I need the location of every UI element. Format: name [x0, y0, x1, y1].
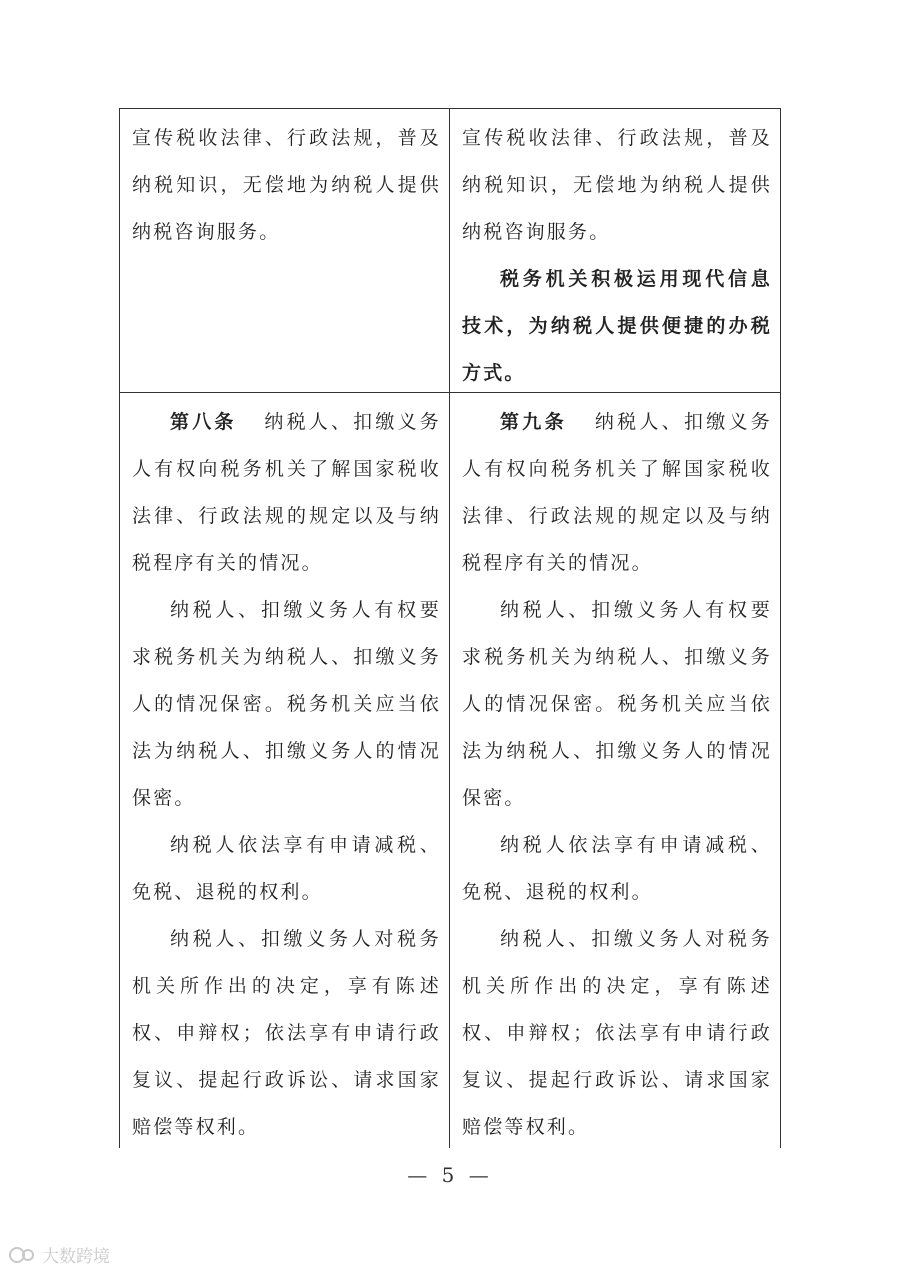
article-number: 第八条 [170, 411, 237, 433]
watermark-logo-icon [8, 1245, 38, 1265]
paragraph: 纳税人、扣缴义务人有权要求税务机关为纳税人、扣缴义务人的情况保密。税务机关应当依法为纳税人、扣缴义务人的情况保密。 [132, 599, 441, 809]
article-text: 纳税人、扣缴义务人有权向税务机关了解国家税收法律、行政法规的规定以及与纳税程序有关的情况。 [462, 411, 773, 574]
new-text-cell [450, 393, 780, 1148]
paragraph: 宣传税收法律、行政法规，普及纳税知识，无偿地为纳税人提供纳税咨询服务。 [462, 127, 772, 243]
paragraph: 纳税人依法享有申请减税、免税、退税的权利。 [462, 834, 772, 903]
watermark [8, 1242, 110, 1267]
article-text: 纳税人、扣缴义务人有权向税务机关了解国家税收法律、行政法规的规定以及与纳税程序有关的情况。 [132, 411, 441, 574]
article-number: 第九条 [500, 411, 567, 433]
new-text-cell [450, 109, 780, 392]
old-text-cell [120, 393, 450, 1148]
article-paragraph [132, 399, 441, 587]
paragraph: 纳税人、扣缴义务人对税务机关所作出的决定，享有陈述权、申辩权；依法享有申请行政复议、提起行政诉讼、请求国家赔偿等权利。 [462, 928, 772, 1138]
paragraph: 纳税人依法享有申请减税、免税、退税的权利。 [132, 834, 441, 903]
watermark-text: 大数跨境 [42, 1247, 110, 1267]
old-text-cell [120, 109, 450, 392]
table-row [120, 109, 780, 393]
page-number: — 5 — [407, 1163, 493, 1187]
table-row [120, 393, 780, 1148]
added-paragraph: 税务机关积极运用现代信息技术，为纳税人提供便捷的办税方式。 [462, 268, 772, 384]
paragraph: 纳税人、扣缴义务人对税务机关所作出的决定，享有陈述权、申辩权；依法享有申请行政复议、提起行政诉讼、请求国家赔偿等权利。 [132, 928, 441, 1138]
paragraph: 宣传税收法律、行政法规，普及纳税知识，无偿地为纳税人提供纳税咨询服务。 [132, 127, 441, 243]
comparison-table [119, 108, 781, 1148]
article-paragraph [462, 399, 772, 587]
paragraph: 纳税人、扣缴义务人有权要求税务机关为纳税人、扣缴义务人的情况保密。税务机关应当依法为纳税人、扣缴义务人的情况保密。 [462, 599, 772, 809]
